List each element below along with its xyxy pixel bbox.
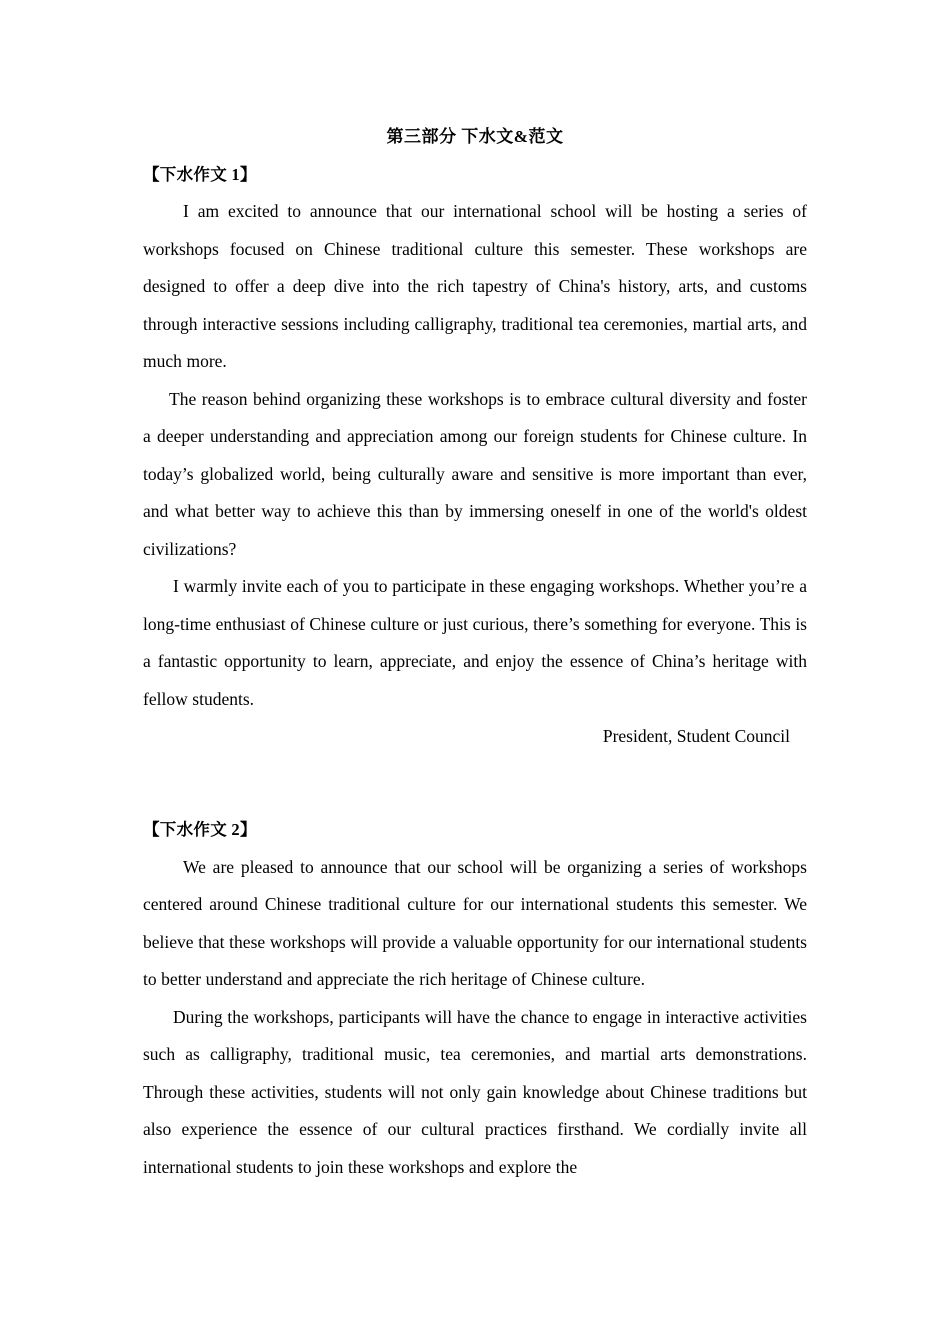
paragraph: I warmly invite each of you to participate in these engaging workshops. Whether you’re a long-time enthusiast of Chinese culture or just curious, there’s something for everyone. This is a fantastic opportunity to learn, appreciate, and enjoy the essence of China’s heritage with fellow students. bbox=[143, 576, 807, 709]
page-content bbox=[143, 118, 807, 1186]
section-spacer bbox=[143, 793, 807, 811]
paragraph: The reason behind organizing these workshops is to embrace cultural diversity and foster a deeper understanding and appreciation among our foreign students for Chinese culture. In today’s globalized world, being culturally aware and sensitive is more important than ever, and what better way to achieve this than by immersing oneself in one of the world's oldest civilizations? bbox=[143, 388, 807, 559]
section-heading-1: 【下水作文 1】 bbox=[143, 164, 257, 184]
paragraph: During the workshops, participants will have the chance to engage in interactive activities such as calligraphy, traditional music, tea ceremonies, and martial arts demonstrations. Through these activities, students will not only gain knowledge about Chinese traditions but also experience the essence of our cultural practices firsthand. We cordially invite all international students to join these workshops and explore the bbox=[143, 1006, 807, 1177]
paragraph: I am excited to announce that our international school will be hosting a series of workshops focused on Chinese traditional culture this semester. These workshops are designed to offer a deep dive into the rich tapestry of China's history, arts, and customs through interactive sessions including calligraphy, traditional tea ceremonies, martial arts, and much more. bbox=[143, 201, 807, 371]
signature-line: President, Student Council bbox=[602, 726, 790, 746]
section-heading-2: 【下水作文 2】 bbox=[143, 820, 257, 839]
page-title: 第三部分 下水文&范文 bbox=[386, 127, 564, 146]
paragraph: We are pleased to announce that our school will be organizing a series of workshops centered around Chinese traditional culture for our international students this semester. We believe that these workshops will provide a valuable opportunity for our international students to better understand and appreciate the rich heritage of Chinese culture. bbox=[143, 856, 807, 989]
section-spacer bbox=[143, 756, 807, 794]
